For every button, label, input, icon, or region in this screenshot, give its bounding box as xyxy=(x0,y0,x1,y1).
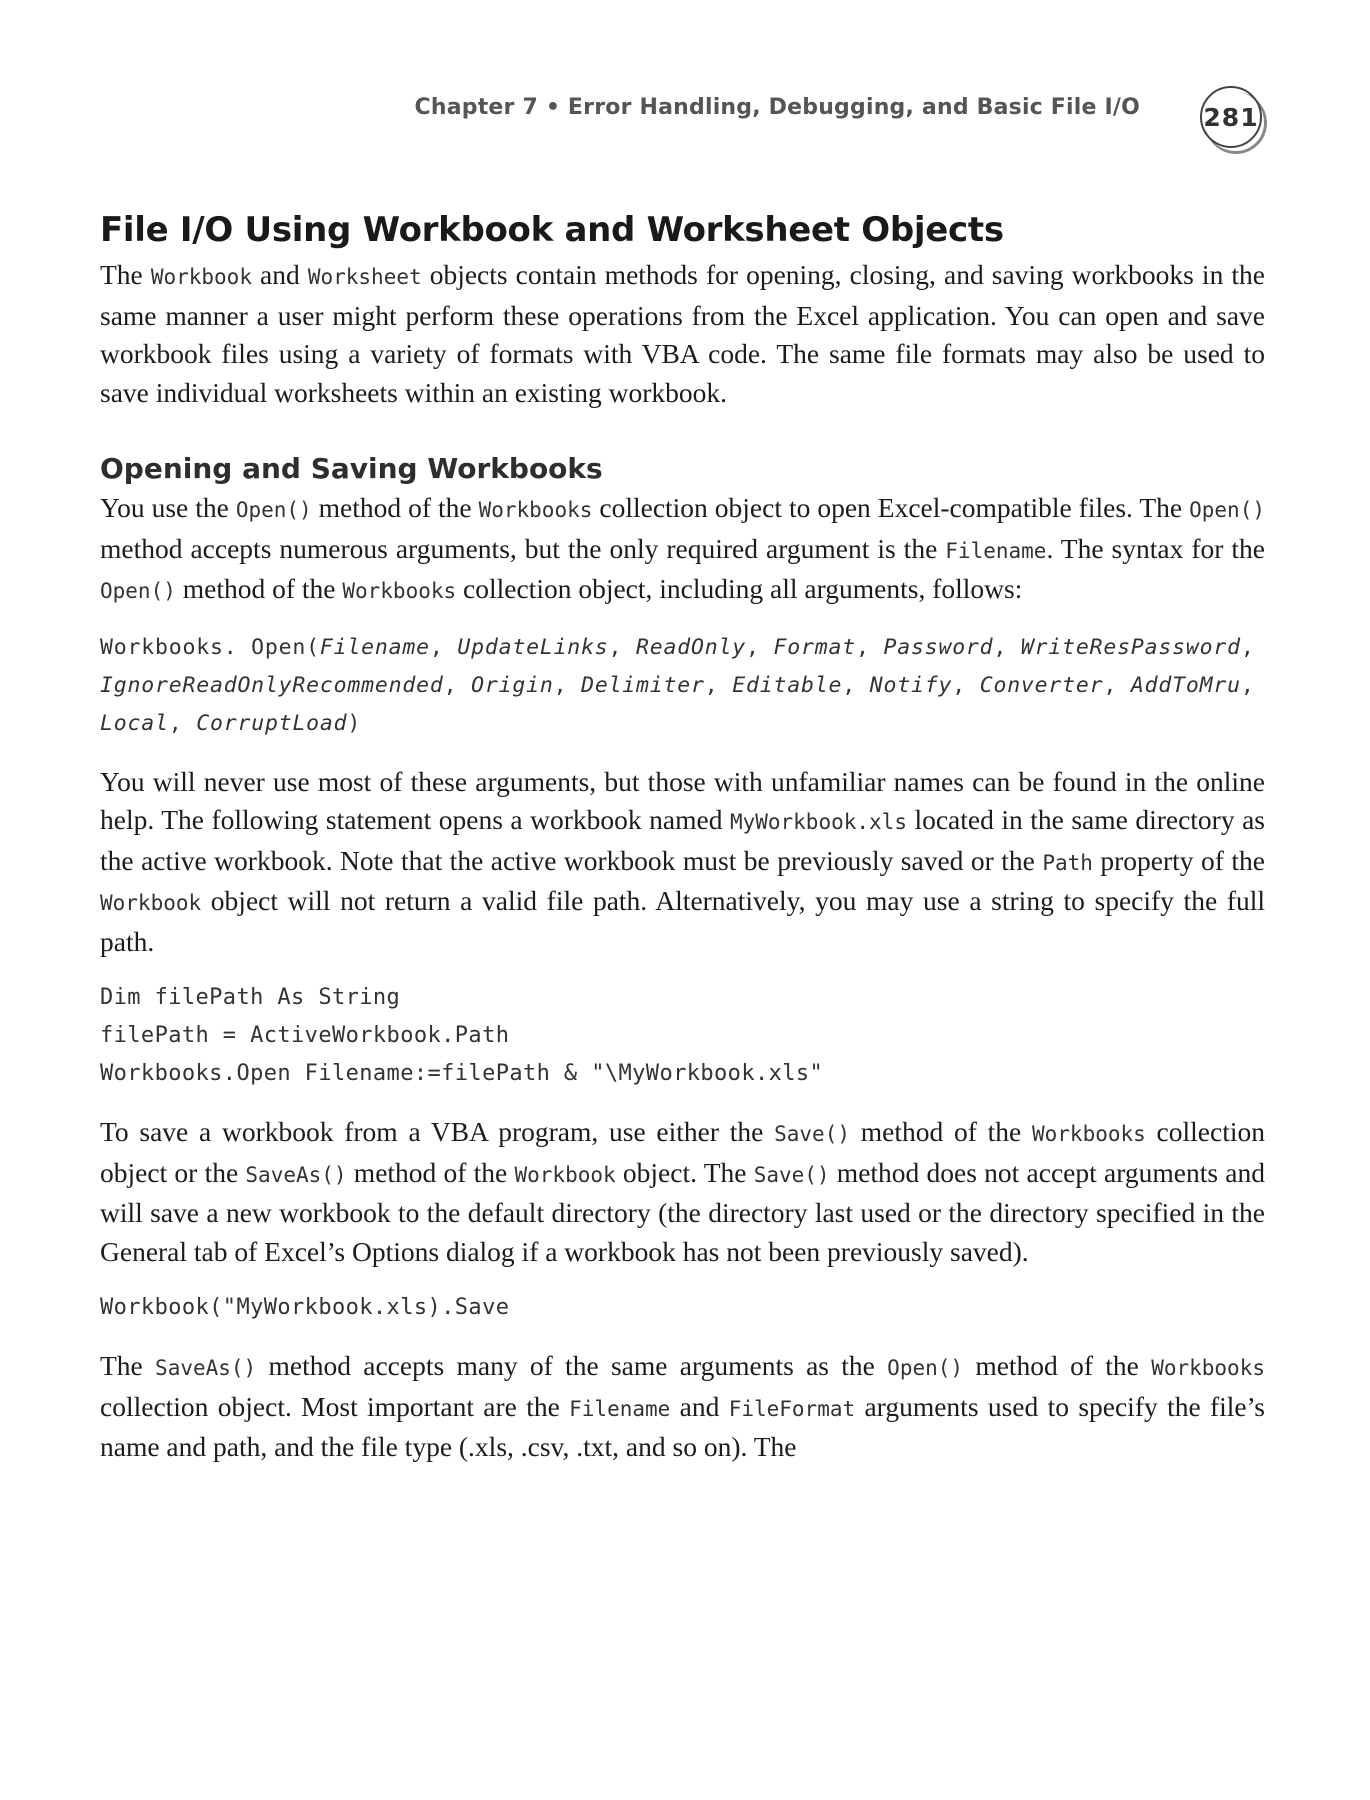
paragraph-open-method: You use the Open() method of the Workbooks collection object to open Excel-compatible files. The Open() method accepts numerous arguments, but the only required argument is the Filename. The syntax for the Open() method of the Workbooks collection object, including all arguments, follows: xyxy=(100,492,1266,604)
inline-code: Workbook xyxy=(150,265,252,289)
paragraph-save-method: To save a workbook from a VBA program, use either the Save() method of the Workbooks collection object or the SaveAs() method of the Workbook object. The Save() method does not accept arguments and will save a new workbook to the default directory (the directory last used or the directory specified in the General tab of Excel’s Options dialog if a workbook has not been previously saved). xyxy=(100,1116,1265,1267)
code-block-save: Workbook("MyWorkbook.xls).Save xyxy=(100,1295,510,1320)
running-head: Chapter 7 • Error Handling, Debugging, and Basic File I/O xyxy=(414,95,1140,120)
subsection-title: Opening and Saving Workbooks xyxy=(100,452,603,485)
page-content xyxy=(100,210,1265,1467)
page-number: 281 xyxy=(1200,86,1262,148)
code-block-open: Dim filePath As String filePath = ActiveWorkbook.Path Workbooks.Open Filename:=filePath & "\MyWorkbook.xls" xyxy=(100,985,824,1086)
paragraph-arguments: You will never use most of these arguments, but those with unfamiliar names can be found in the online help. The following statement opens a workbook named MyWorkbook.xls located in the same directory as the active workbook. Note that the active workbook must be previously saved or the Path property of the Workbook object will not return a valid file path. Alternatively, you may use a string to specify the full path. xyxy=(100,765,1265,957)
inline-code: Worksheet xyxy=(307,265,422,289)
section-title: File I/O Using Workbook and Worksheet Objects xyxy=(100,210,1004,250)
open-syntax-block: Workbooks. Open(Filename, UpdateLinks, ReadOnly, Format, Password, WriteResPassword, IgnoreReadOnlyRecommended, Origin, Delimiter, Editable, Notify, Converter, AddToMru, Local, CorruptLoad) xyxy=(100,634,1255,736)
paragraph-saveas-method: The SaveAs() method accepts many of the same arguments as the Open() method of the Workbooks collection object. Most important are the Filename and FileFormat arguments used to specify the file’s name and path, and the file type (.xls, .csv, .txt, and so on). The xyxy=(100,1350,1265,1462)
intro-paragraph: The Workbook and Worksheet objects contain methods for opening, closing, and saving workbooks in the same manner a user might perform these operations from the Excel application. You can open and save workbook files using a variety of formats with VBA code. The same file formats may also be used to save individual worksheets within an existing workbook. xyxy=(100,259,1265,408)
